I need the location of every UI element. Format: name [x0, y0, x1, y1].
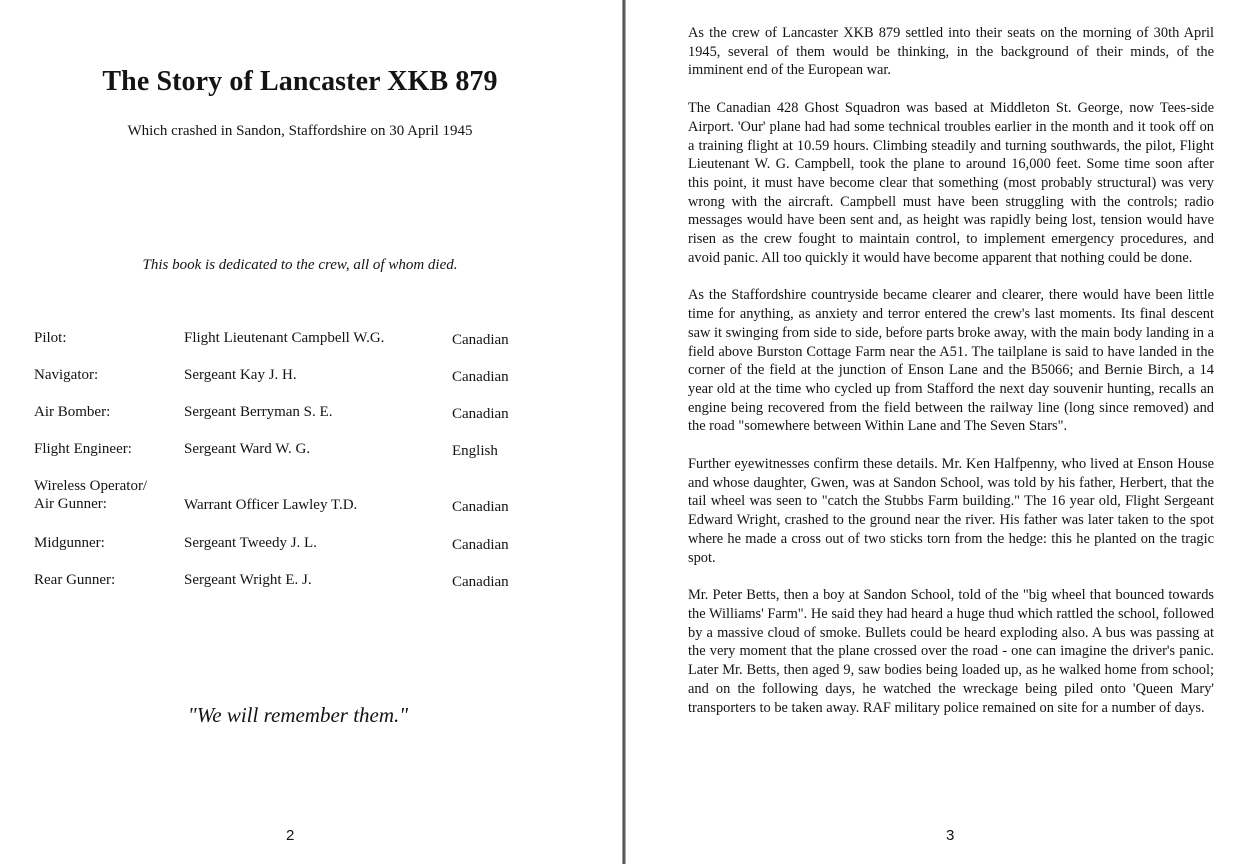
crew-role-line1: Wireless Operator/ [34, 478, 148, 494]
crew-name: Warrant Officer Lawley T.D. [184, 497, 358, 513]
crew-nationality: English [452, 443, 498, 459]
crew-name: Sergeant Berryman S. E. [184, 404, 333, 420]
crew-name: Sergeant Ward W. G. [184, 441, 311, 457]
story-text [688, 24, 1214, 736]
crew-role: Flight Engineer: [34, 441, 132, 457]
crew-nationality: Canadian [452, 406, 509, 422]
crew-name: Flight Lieutenant Campbell W.G. [184, 330, 385, 346]
crew-role: Rear Gunner: [34, 572, 116, 588]
right-page [626, 0, 1241, 864]
crew-role: Air Gunner: [34, 496, 107, 512]
crew-role: Navigator: [34, 367, 99, 383]
crew-nationality: Canadian [452, 369, 509, 385]
crew-nationality: Canadian [452, 537, 509, 553]
crew-role: Midgunner: [34, 535, 105, 551]
paragraph: Further eyewitnesses confirm these details. Mr. Ken Halfpenny, who lived at Enson House and whose daughter, Gwen, was at Sandon School, was told by his father, Herbert, that the tail wheel was seen to "catch the Stubbs Farm building." The 16 year old, Flight Sergeant Edward Wright, crashed to the ground near the river. His father was later taken to the spot where he made a cross out of two sticks torn from the hedge: this he planted on the tragic spot. [688, 456, 1214, 566]
paragraph: The Canadian 428 Ghost Squadron was based at Middleton St. George, now Tees-side Airport. 'Our' plane had had some technical troubles earlier in the month and it took off on a training flight at 10.59 hours. Climbing steadily and turning southwards, the pilot, Flight Lieutenant W. G. Campbell, took the plane to around 16,000 feet. Some time soon after this point, it must have become clear that something (most probably structural) was very wrong with the aircraft. Campbell must have been struggling with the controls; radio messages would have been sent and, as height was rapidly being lost, tension would have risen as the crew fought to maintain control, to implement emergency procedures, and avoid panic. All too quickly it would have become apparent that nothing could be done. [688, 100, 1214, 266]
crew-name: Sergeant Wright E. J. [184, 572, 312, 588]
page-number: 2 [286, 827, 295, 844]
page-subtitle: Which crashed in Sandon, Staffordshire on 30 April 1945 [127, 123, 473, 139]
page-number: 3 [946, 827, 955, 844]
memorial-quote: "We will remember them." [187, 703, 409, 727]
crew-role: Air Bomber: [34, 404, 111, 420]
crew-nationality: Canadian [452, 574, 509, 590]
dedication: This book is dedicated to the crew, all of whom died. [142, 257, 458, 273]
crew-nationality: Canadian [452, 332, 509, 348]
page-title: The Story of Lancaster XKB 879 [102, 66, 498, 97]
paragraph: Mr. Peter Betts, then a boy at Sandon School, told of the "big wheel that bounced towards the Williams' Farm". He said they had heard a huge thud which rattled the school, followed by a massive cloud of smoke. Bullets could be heard exploding also. A bus was passing at the very moment that the plane crossed over the road - one can imagine the driver's panic. Later Mr. Betts, then aged 9, saw bodies being loaded up, as he walked home from school; and on the following days, he watched the wreckage being piled onto 'Queen Mary' transporters to be taken away. RAF military police remained on site for a number of days. [688, 587, 1214, 716]
crew-role: Pilot: [34, 330, 67, 346]
crew-nationality: Canadian [452, 499, 509, 515]
crew-name: Sergeant Tweedy J. L. [184, 535, 317, 551]
paragraph: As the crew of Lancaster XKB 879 settled into their seats on the morning of 30th April 1945, several of them would be thinking, in the background of their minds, of the imminent end of the European war. [688, 25, 1214, 79]
crew-name: Sergeant Kay J. H. [184, 367, 297, 383]
paragraph: As the Staffordshire countryside became clearer and clearer, there would have been little time for anything, as anxiety and terror entered the crew's last moments. Its final descent saw it swinging from side to side, before parts broke away, with the main body landing in a field above Burston Cottage Farm near the A51. The tailplane is said to have landed in the corner of the field at the junction of Enson Lane and the B5066; and Bernie Birch, a 14 year old at the time who cycled up from Stafford the next day souvenir hunting, recalls an engine being recovered from the field between the railway line (long since removed) and the road "somewhere between Within Lane and The Seven Stars". [688, 287, 1214, 435]
